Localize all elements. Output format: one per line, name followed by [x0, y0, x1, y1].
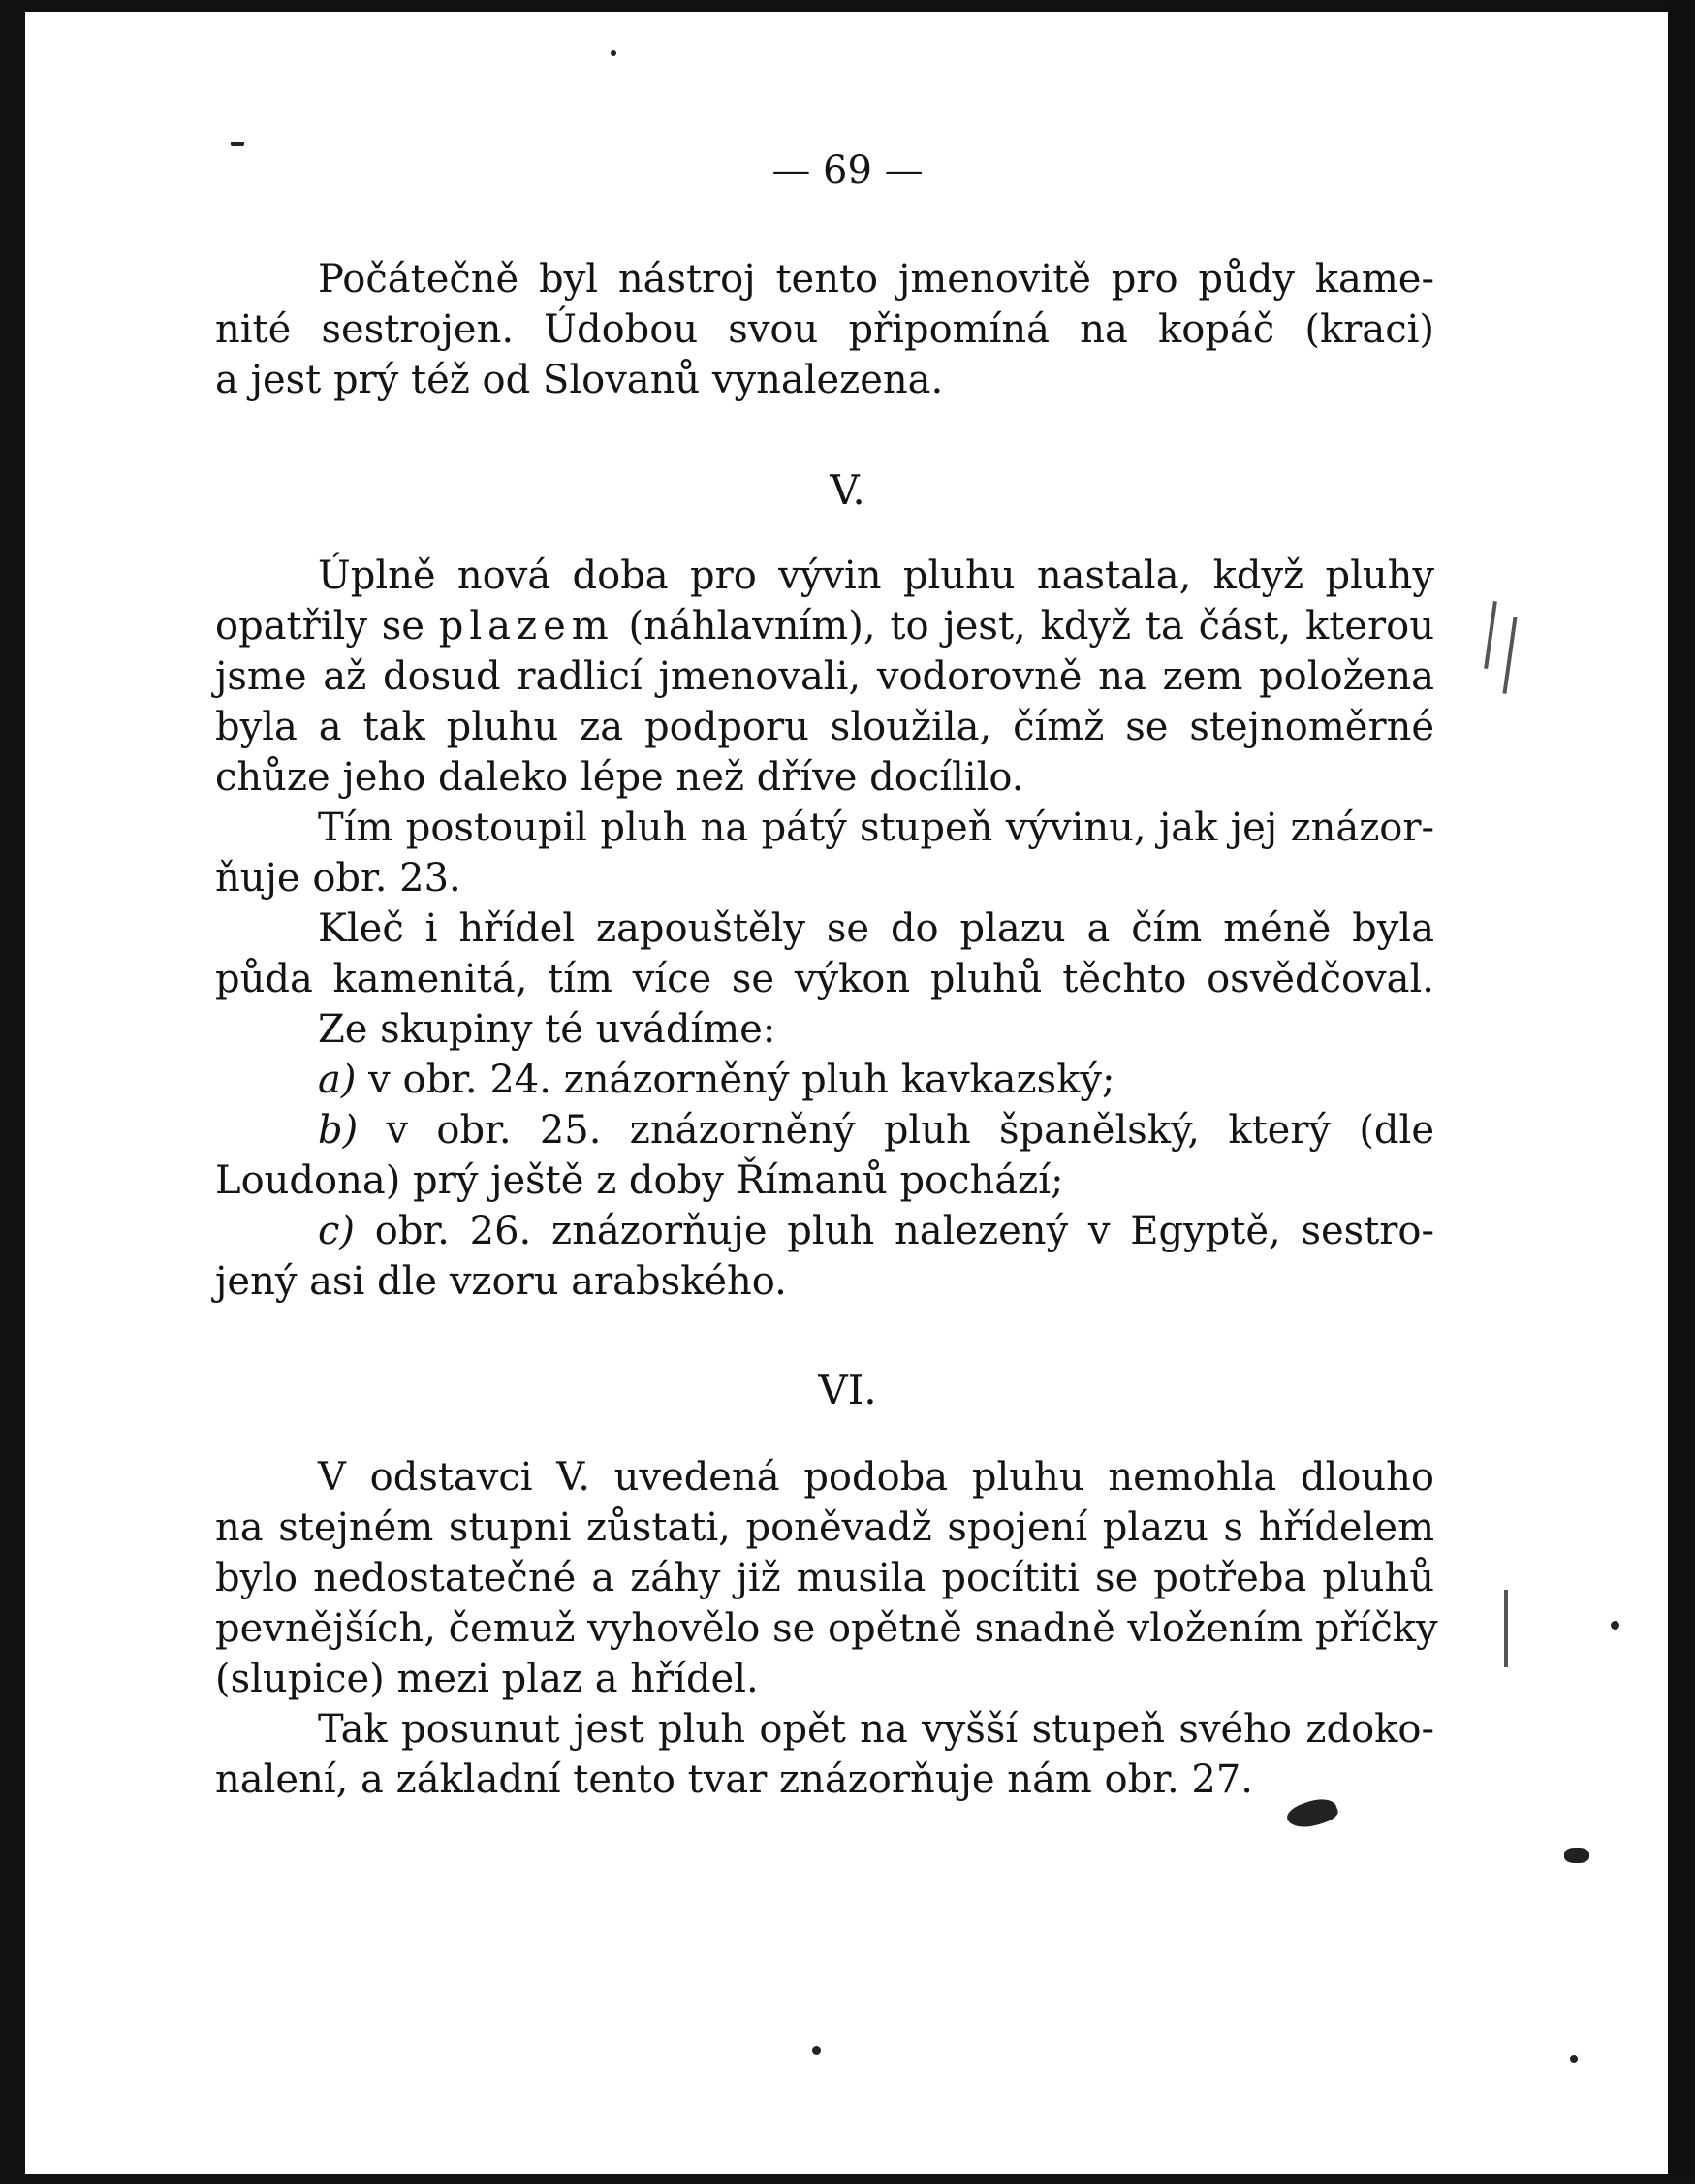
list-item-b [318, 1105, 1434, 1155]
paragraph-line: Kleč i hřídel zapouštěly se do plazu a čím méně byla [318, 906, 1434, 951]
section-heading-v: V. [830, 466, 865, 514]
list-text: obr. 26. znázorňuje pluh nalezený v Egyptě, sestro- [374, 1209, 1434, 1253]
text-span: opatřily se [215, 604, 424, 649]
emphasized-term: plazem [438, 604, 614, 649]
paragraph-line: Tak posunut jest pluh opět na vyšší stupeň svého zdoko- [318, 1707, 1434, 1752]
paragraph-line: Počátečně byl nástroj tento jmenovitě pro půdy kame- [318, 257, 1434, 301]
paragraph-line: (slupice) mezi plaz a hřídel. [215, 1657, 759, 1701]
paragraph-line: jený asi dle vzoru arabského. [215, 1259, 787, 1304]
list-marker: c) [318, 1209, 356, 1253]
paragraph-line: Tím postoupil pluh na pátý stupeň vývinu, jak jej znázor- [318, 806, 1434, 850]
paragraph-line: a jest prý též od Slovanů vynalezena. [215, 358, 944, 402]
paragraph-line: byla a tak pluhu za podporu sloužila, čímž se stejnoměrné [215, 705, 1434, 749]
paragraph-line [215, 601, 1434, 651]
list-text: v obr. 25. znázorněný pluh španělský, který (dle [386, 1108, 1435, 1153]
paragraph-line: pevnějších, čemuž vyhovělo se opětně snadně vložením příčky [215, 1606, 1438, 1651]
paragraph-line: Loudona) prý ještě z doby Římanů pochází; [215, 1158, 1064, 1203]
text-span: (náhlavním), to jest, když ta část, kterou [628, 604, 1435, 649]
list-marker: a) [318, 1058, 357, 1102]
paragraph-line: půda kamenitá, tím více se výkon pluhů těchto osvědčoval. [215, 957, 1434, 1001]
list-item-a [318, 1055, 1434, 1105]
list-text: v obr. 24. znázorněný pluh kavkazský; [368, 1058, 1115, 1102]
paragraph-line: V odstavci V. uvedená podoba pluhu nemohla dlouho [318, 1455, 1434, 1500]
paragraph-line: nité sestrojen. Údobou svou připomíná na kopáč (kraci) [215, 307, 1434, 352]
page-number: — 69 — [771, 148, 924, 193]
paragraph-line: na stejném stupni zůstati, poněvadž spojení plazu s hřídelem [215, 1505, 1434, 1550]
list-item-c [318, 1206, 1434, 1256]
list-marker: b) [318, 1108, 359, 1153]
paragraph-line: Úplně nová doba pro vývin pluhu nastala, když pluhy [318, 554, 1434, 598]
paragraph-line: Ze skupiny té uvádíme: [318, 1007, 776, 1052]
paragraph-line: jsme až dosud radlicí jmenovali, vodorovně na zem položena [215, 654, 1434, 699]
paragraph-line: chůze jeho daleko lépe než dříve docílilo. [215, 755, 1024, 800]
section-heading-vi: VI. [818, 1366, 877, 1413]
paragraph-line: bylo nedostatečné a záhy již musila pocítiti se potřeba pluhů [215, 1556, 1434, 1600]
paragraph-line: nalení, a základní tento tvar znázorňuje nám obr. 27. [215, 1757, 1254, 1802]
paragraph-line: ňuje obr. 23. [215, 856, 461, 901]
